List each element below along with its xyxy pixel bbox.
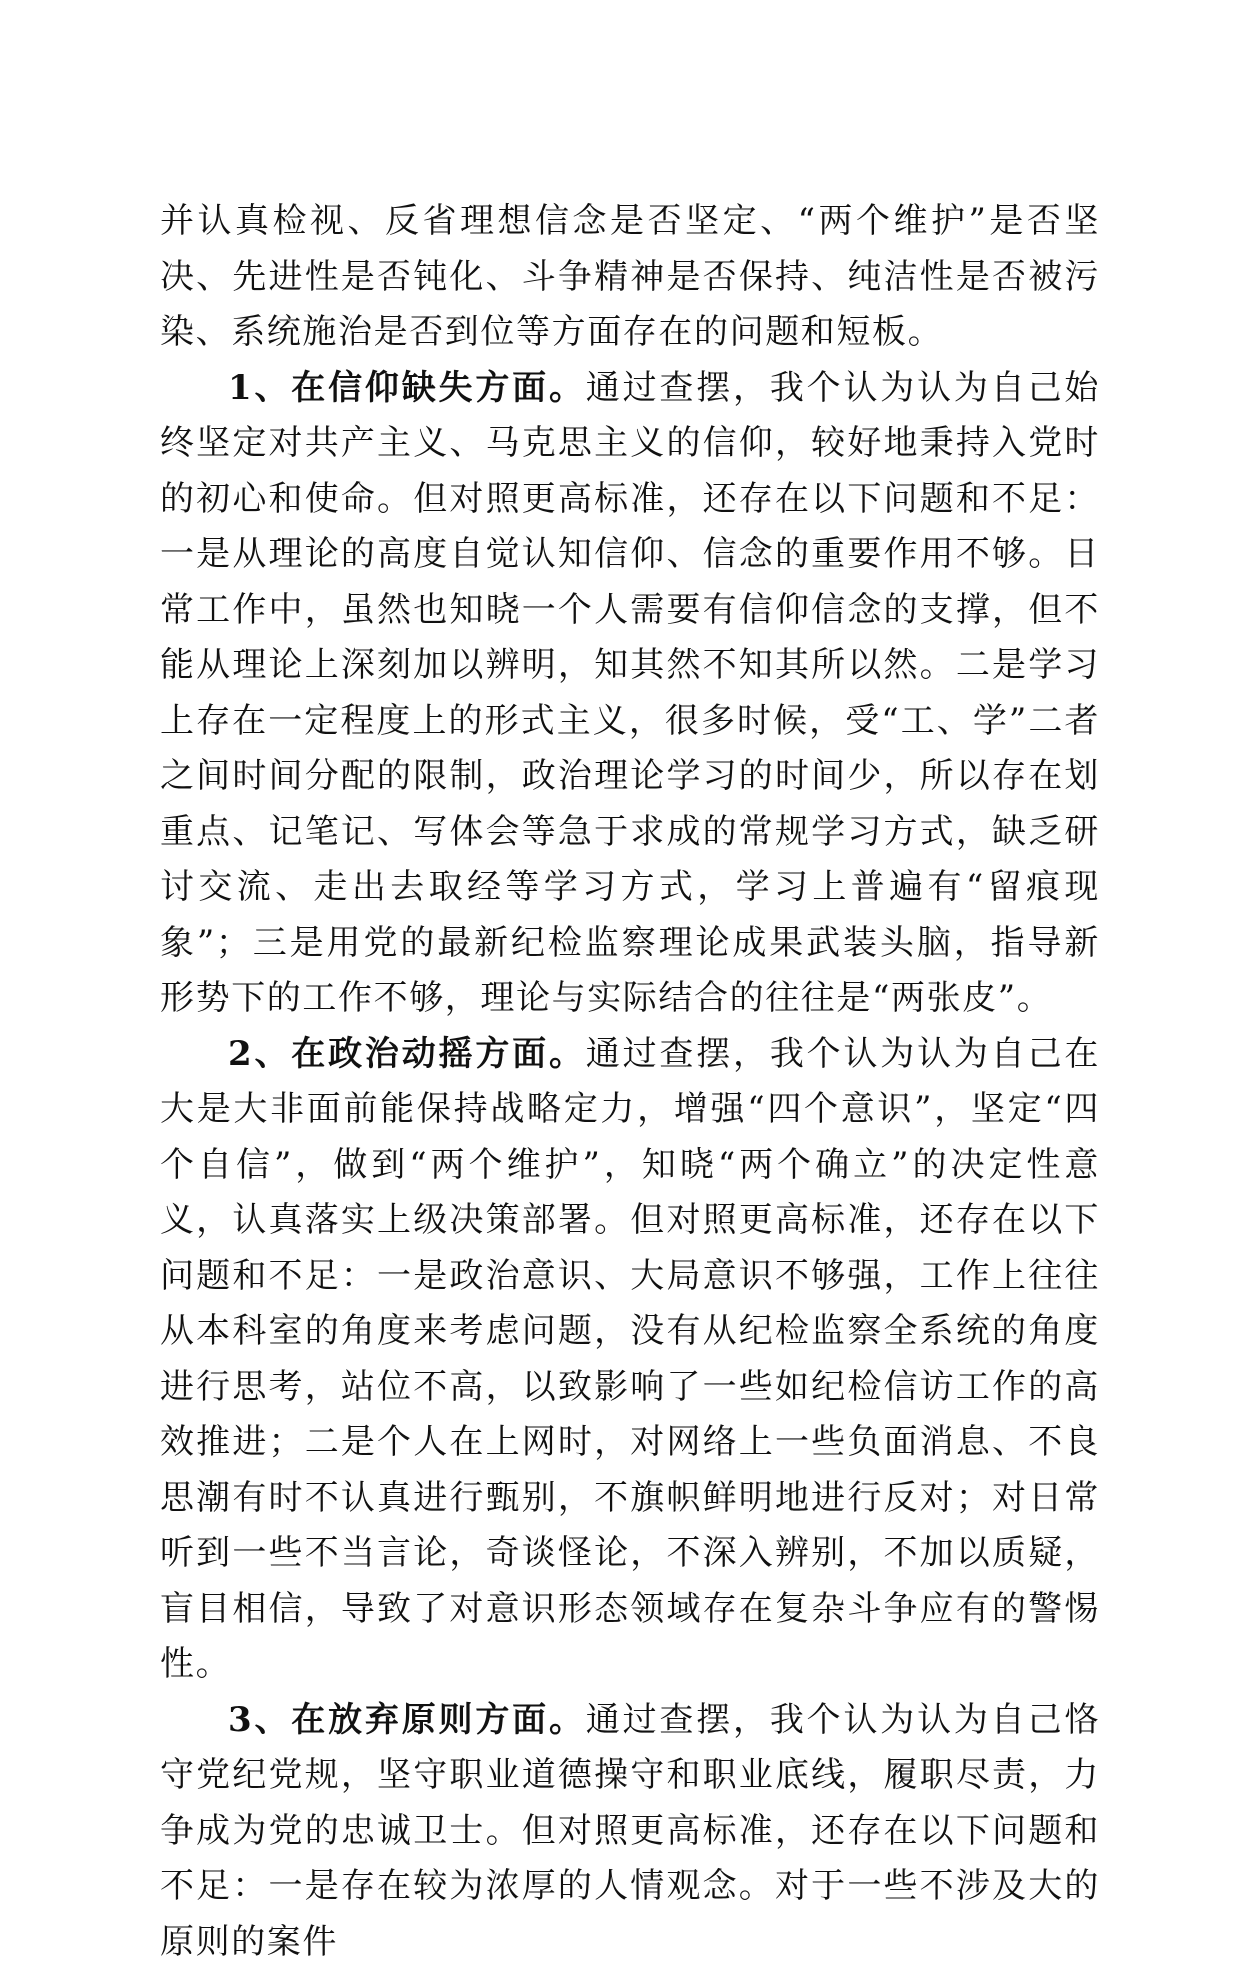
section-1-paragraph [160,361,1100,1027]
section-2-heading: 2、在政治动摇方面。 [228,1034,586,1074]
section-1-text: 通过查摆，我个认为认为自己始终坚定对共产主义、马克思主义的信仰，较好地秉持入党时的初心和使命。但对照更高标准，还存在以下问题和不足：一是从理论的高度自觉认知信仰、信念的重要作用不够。日常工作中，虽然也知晓一个人需要有信仰信念的支撑，但不能从理论上深刻加以辨明，知其然不知其所以然。二是学习上存在一定程度上的形式主义，很多时候，受“工、学”二者之间时间分配的限制，政治理论学习的时间少，所以存在划重点、记笔记、写体会等急于求成的常规学习方式，缺乏研讨交流、走出去取经等学习方式，学习上普遍有“留痕现象”；三是用党的最新纪检监察理论成果武装头脑，指导新形势下的工作不够，理论与实际结合的往往是“两张皮”。 [160,368,1100,1019]
intro-paragraph-text: 并认真检视、反省理想信念是否坚定、“两个维护”是否坚决、先进性是否钝化、斗争精神是否保持、纯洁性是否被污染、系统施治是否到位等方面存在的问题和短板。 [160,201,1100,352]
section-3-paragraph [160,1693,1100,1970]
section-2-paragraph [160,1027,1100,1693]
document-body [160,194,1100,1970]
section-2-text: 通过查摆，我个认为认为自己在大是大非面前能保持战略定力，增强“四个意识”，坚定“四个自信”，做到“两个维护”，知晓“两个确立”的决定性意义，认真落实上级决策部署。但对照更高标准，还存在以下问题和不足：一是政治意识、大局意识不够强，工作上往往从本科室的角度来考虑问题，没有从纪检监察全系统的角度进行思考，站位不高，以致影响了一些如纪检信访工作的高效推进；二是个人在上网时，对网络上一些负面消息、不良思潮有时不认真进行甄别，不旗帜鲜明地进行反对；对日常听到一些不当言论，奇谈怪论，不深入辨别，不加以质疑，盲目相信，导致了对意识形态领域存在复杂斗争应有的警惕性。 [160,1034,1100,1685]
section-1-heading: 1、在信仰缺失方面。 [228,368,586,408]
section-3-heading: 3、在放弃原则方面。 [228,1700,586,1740]
intro-paragraph [160,194,1100,361]
section-3-text: 通过查摆，我个认为认为自己恪守党纪党规，坚守职业道德操守和职业底线，履职尽责，力争成为党的忠诚卫士。但对照更高标准，还存在以下问题和不足：一是存在较为浓厚的人情观念。对于一些不涉及大的原则的案件 [160,1700,1100,1962]
